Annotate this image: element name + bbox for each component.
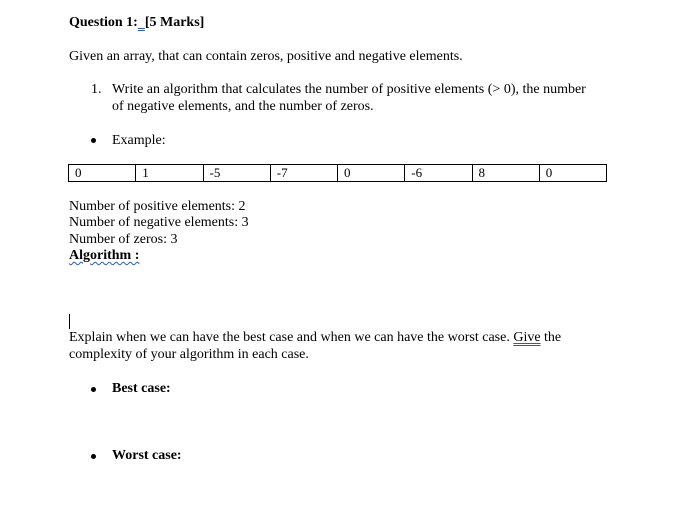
question-marks: [5 Marks] [144, 15, 205, 30]
table-row [69, 165, 607, 182]
explain-suffix: the [544, 330, 562, 345]
text-cursor [69, 314, 70, 329]
question-label: Question 1: [69, 15, 138, 30]
example-array-table [68, 164, 607, 182]
explain-give: Give [513, 330, 541, 345]
bullet-icon [91, 387, 96, 392]
example-label: Example: [112, 133, 166, 148]
array-cell: 8 [472, 165, 539, 182]
question-heading [69, 15, 204, 31]
result-negative: Number of negative elements: 3 [69, 215, 249, 230]
array-cell: 0 [338, 165, 405, 182]
task-number: 1. [91, 82, 102, 97]
array-cell: -7 [270, 165, 337, 182]
result-positive: Number of positive elements: 2 [69, 199, 246, 214]
array-cell: 0 [69, 165, 136, 182]
worst-case-label: Worst case: [112, 448, 182, 463]
explain-line-1 [69, 330, 561, 346]
result-zeros: Number of zeros: 3 [69, 232, 178, 247]
bullet-icon [91, 454, 96, 459]
algorithm-label: Algorithm : [69, 248, 140, 263]
explain-text: Explain when we can have the best case and when we can have the worst case. [69, 330, 510, 345]
explain-line-2: complexity of your algorithm in each case. [69, 347, 309, 362]
intro-text: Given an array, that can contain zeros, positive and negative elements. [69, 49, 463, 64]
array-cell: -5 [203, 165, 270, 182]
task-line-1: Write an algorithm that calculates the number of positive elements (> 0), the number [112, 82, 586, 97]
task-line-2: of negative elements, and the number of zeros. [112, 99, 374, 114]
best-case-label: Best case: [112, 381, 171, 396]
array-cell: 1 [136, 165, 203, 182]
array-cell: -6 [405, 165, 472, 182]
array-cell: 0 [539, 165, 606, 182]
bullet-icon [91, 138, 96, 143]
heading-space [138, 15, 145, 30]
